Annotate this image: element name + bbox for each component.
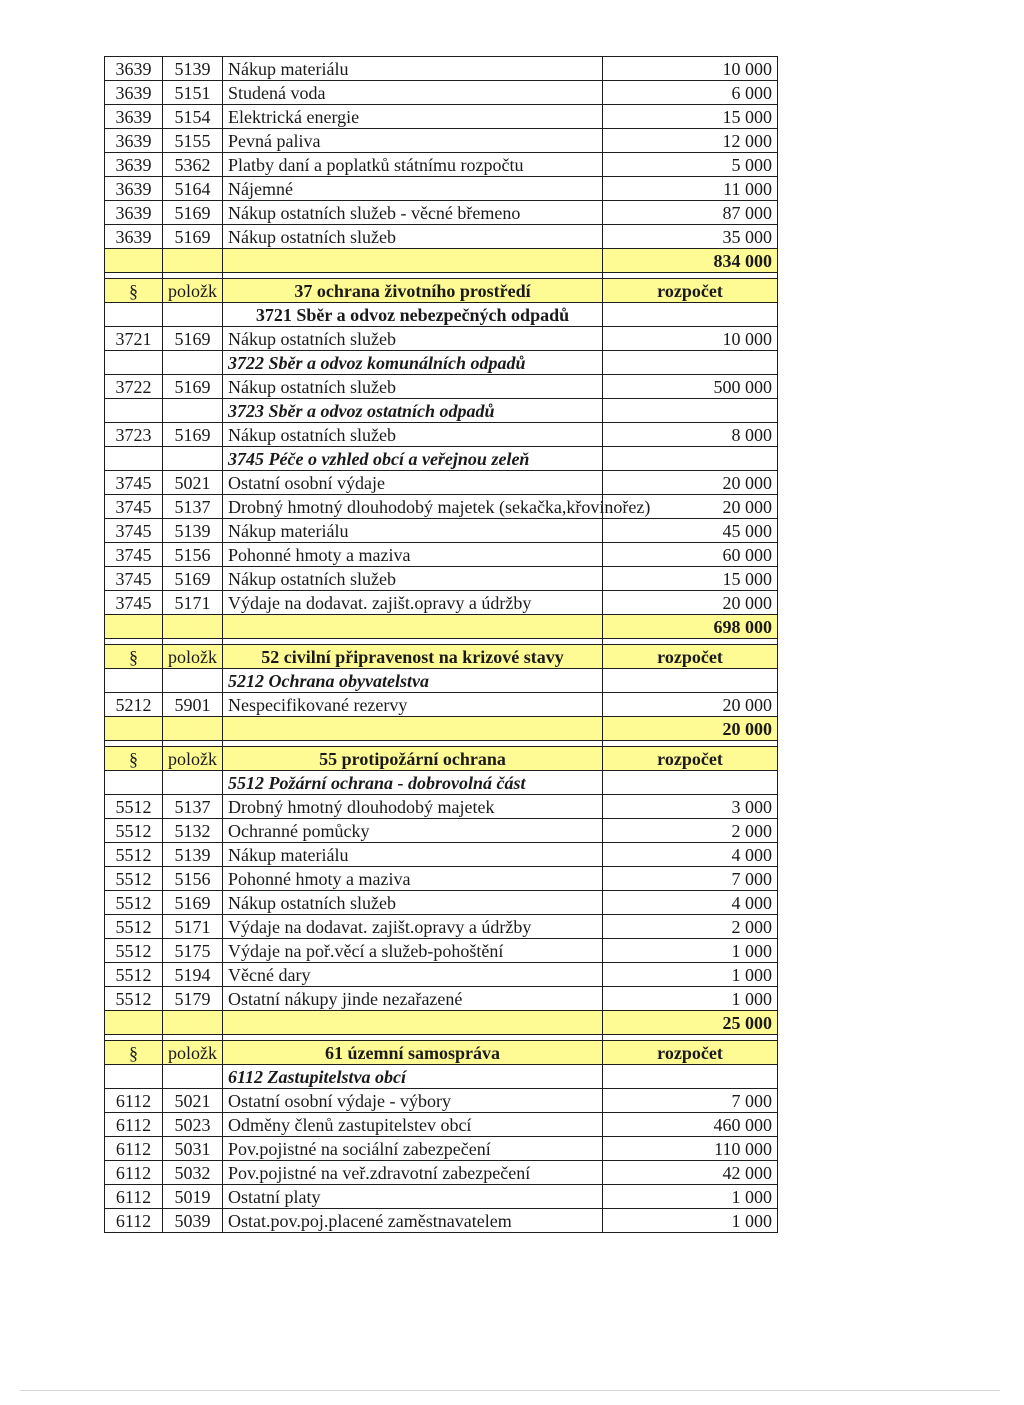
item-code: 5023	[163, 1113, 223, 1137]
section-code: 3745	[105, 543, 163, 567]
empty-cell	[163, 351, 223, 375]
empty-cell	[105, 447, 163, 471]
item-code: 5139	[163, 519, 223, 543]
table-row	[105, 915, 778, 939]
budget-table-body	[105, 57, 778, 1233]
table-row	[105, 1137, 778, 1161]
scan-edge-line	[20, 1390, 1000, 1391]
empty-cell	[603, 669, 778, 693]
section-code: 5512	[105, 891, 163, 915]
section-code: 3745	[105, 495, 163, 519]
section-code: 3745	[105, 591, 163, 615]
subsection-title-row	[105, 771, 778, 795]
item-description: Odměny členů zastupitelstev obcí	[223, 1113, 603, 1137]
item-column-label: položk	[163, 279, 223, 303]
section-code: 3639	[105, 81, 163, 105]
item-amount: 4 000	[603, 891, 778, 915]
item-code: 5169	[163, 375, 223, 399]
section-code: 5512	[105, 843, 163, 867]
empty-cell	[163, 249, 223, 273]
section-code: 5512	[105, 795, 163, 819]
section-code: 5512	[105, 819, 163, 843]
item-description: Nákup materiálu	[223, 57, 603, 81]
item-description: Pevná paliva	[223, 129, 603, 153]
empty-cell	[603, 771, 778, 795]
section-code: 3639	[105, 225, 163, 249]
item-description: Nájemné	[223, 177, 603, 201]
item-code: 5156	[163, 543, 223, 567]
table-row	[105, 891, 778, 915]
table-row	[105, 1161, 778, 1185]
item-code: 5132	[163, 819, 223, 843]
item-description: Pov.pojistné na sociální zabezpečení	[223, 1137, 603, 1161]
section-code: 3639	[105, 57, 163, 81]
section-code: 5512	[105, 915, 163, 939]
table-row	[105, 225, 778, 249]
item-code: 5175	[163, 939, 223, 963]
item-code: 5019	[163, 1185, 223, 1209]
item-code: 5194	[163, 963, 223, 987]
item-code: 5901	[163, 693, 223, 717]
item-amount: 110 000	[603, 1137, 778, 1161]
section-code: 6112	[105, 1113, 163, 1137]
budget-column-label: rozpočet	[603, 645, 778, 669]
empty-cell	[223, 1011, 603, 1035]
item-code: 5151	[163, 81, 223, 105]
section-code: 6112	[105, 1209, 163, 1233]
empty-cell	[163, 669, 223, 693]
empty-cell	[223, 249, 603, 273]
item-description: Nákup ostatních služeb	[223, 225, 603, 249]
item-description: Nákup ostatních služeb	[223, 375, 603, 399]
item-description: Ostatní osobní výdaje	[223, 471, 603, 495]
section-total-amount: 834 000	[603, 249, 778, 273]
section-code: 5512	[105, 939, 163, 963]
table-row	[105, 327, 778, 351]
subsection-title: 6112 Zastupitelstva obcí	[223, 1065, 603, 1089]
subsection-title-row	[105, 1065, 778, 1089]
empty-cell	[163, 447, 223, 471]
section-total-row	[105, 1011, 778, 1035]
table-row	[105, 423, 778, 447]
subsection-title: 3722 Sběr a odvoz komunálních odpadů	[223, 351, 603, 375]
item-column-label: položk	[163, 747, 223, 771]
item-code: 5137	[163, 495, 223, 519]
empty-cell	[163, 771, 223, 795]
budget-sheet	[104, 56, 777, 1233]
section-header-row	[105, 645, 778, 669]
paragraph-symbol: §	[105, 1041, 163, 1065]
section-code: 3639	[105, 201, 163, 225]
item-code: 5169	[163, 567, 223, 591]
section-title: 61 územní samospráva	[223, 1041, 603, 1065]
item-amount: 3 000	[603, 795, 778, 819]
item-code: 5169	[163, 423, 223, 447]
section-code: 6112	[105, 1089, 163, 1113]
table-row	[105, 1089, 778, 1113]
subsection-title: 5512 Požární ochrana - dobrovolná část	[223, 771, 603, 795]
subsection-title-row	[105, 447, 778, 471]
empty-cell	[105, 669, 163, 693]
section-title: 55 protipožární ochrana	[223, 747, 603, 771]
empty-cell	[105, 615, 163, 639]
table-row	[105, 963, 778, 987]
item-description: Elektrická energie	[223, 105, 603, 129]
item-description: Ostat.pov.poj.placené zaměstnavatelem	[223, 1209, 603, 1233]
table-row	[105, 129, 778, 153]
table-row	[105, 177, 778, 201]
item-description: Ostatní nákupy jinde nezařazené	[223, 987, 603, 1011]
item-amount: 11 000	[603, 177, 778, 201]
subsection-title-row	[105, 303, 778, 327]
item-code: 5169	[163, 201, 223, 225]
subsection-title-row	[105, 351, 778, 375]
item-code: 5179	[163, 987, 223, 1011]
item-amount: 5 000	[603, 153, 778, 177]
section-code: 6112	[105, 1137, 163, 1161]
section-code: 3639	[105, 129, 163, 153]
item-amount: 6 000	[603, 81, 778, 105]
item-amount: 35 000	[603, 225, 778, 249]
section-code: 3639	[105, 153, 163, 177]
empty-cell	[163, 1011, 223, 1035]
subsection-title: 3721 Sběr a odvoz nebezpečných odpadů	[223, 303, 603, 327]
item-amount: 20 000	[603, 591, 778, 615]
table-row	[105, 375, 778, 399]
item-amount: 4 000	[603, 843, 778, 867]
section-header-row	[105, 279, 778, 303]
item-code: 5031	[163, 1137, 223, 1161]
item-amount: 1 000	[603, 1209, 778, 1233]
item-amount: 60 000	[603, 543, 778, 567]
section-code: 3745	[105, 471, 163, 495]
table-row	[105, 939, 778, 963]
table-row	[105, 519, 778, 543]
item-amount: 12 000	[603, 129, 778, 153]
item-description: Nákup ostatních služeb	[223, 891, 603, 915]
item-description: Studená voda	[223, 81, 603, 105]
section-code: 3721	[105, 327, 163, 351]
empty-cell	[105, 1065, 163, 1089]
table-row	[105, 591, 778, 615]
empty-cell	[603, 303, 778, 327]
item-code: 5171	[163, 591, 223, 615]
table-row	[105, 819, 778, 843]
section-total-amount: 25 000	[603, 1011, 778, 1035]
empty-cell	[105, 717, 163, 741]
empty-cell	[105, 399, 163, 423]
item-code: 5169	[163, 891, 223, 915]
item-amount: 20 000	[603, 471, 778, 495]
section-code: 6112	[105, 1185, 163, 1209]
table-row	[105, 693, 778, 717]
empty-cell	[603, 399, 778, 423]
table-row	[105, 1185, 778, 1209]
item-description: Výdaje na dodavat. zajišt.opravy a údržby	[223, 591, 603, 615]
item-description: Ostatní osobní výdaje - výbory	[223, 1089, 603, 1113]
empty-cell	[163, 615, 223, 639]
subsection-title-row	[105, 399, 778, 423]
item-description: Nákup ostatních služeb	[223, 567, 603, 591]
item-amount: 87 000	[603, 201, 778, 225]
section-total-amount: 20 000	[603, 717, 778, 741]
item-description: Nákup materiálu	[223, 519, 603, 543]
item-description: Platby daní a poplatků státnímu rozpočtu	[223, 153, 603, 177]
section-code: 5512	[105, 987, 163, 1011]
item-code: 5362	[163, 153, 223, 177]
table-row	[105, 543, 778, 567]
item-code: 5169	[163, 327, 223, 351]
table-row	[105, 867, 778, 891]
subsection-title: 5212 Ochrana obyvatelstva	[223, 669, 603, 693]
item-amount: 7 000	[603, 1089, 778, 1113]
item-amount: 1 000	[603, 963, 778, 987]
item-description: Nákup ostatních služeb	[223, 423, 603, 447]
table-row	[105, 57, 778, 81]
table-row	[105, 795, 778, 819]
paragraph-symbol: §	[105, 747, 163, 771]
item-description: Pohonné hmoty a maziva	[223, 543, 603, 567]
paragraph-symbol: §	[105, 645, 163, 669]
item-amount: 1 000	[603, 987, 778, 1011]
section-code: 5512	[105, 867, 163, 891]
table-row	[105, 153, 778, 177]
paragraph-symbol: §	[105, 279, 163, 303]
empty-cell	[603, 351, 778, 375]
item-code: 5164	[163, 177, 223, 201]
subsection-title: 3723 Sběr a odvoz ostatních odpadů	[223, 399, 603, 423]
item-column-label: položk	[163, 645, 223, 669]
item-amount: 2 000	[603, 915, 778, 939]
empty-cell	[223, 717, 603, 741]
item-code: 5039	[163, 1209, 223, 1233]
item-amount: 1 000	[603, 939, 778, 963]
item-code: 5032	[163, 1161, 223, 1185]
item-code: 5021	[163, 471, 223, 495]
item-amount: 20 000	[603, 693, 778, 717]
item-code: 5139	[163, 57, 223, 81]
empty-cell	[163, 717, 223, 741]
empty-cell	[603, 447, 778, 471]
item-description: Věcné dary	[223, 963, 603, 987]
item-amount: 8 000	[603, 423, 778, 447]
item-code: 5169	[163, 225, 223, 249]
item-code: 5155	[163, 129, 223, 153]
item-code: 5171	[163, 915, 223, 939]
item-description: Výdaje na poř.věcí a služeb-pohoštění	[223, 939, 603, 963]
budget-table	[104, 56, 778, 1233]
item-amount: 10 000	[603, 57, 778, 81]
section-code: 3745	[105, 567, 163, 591]
item-description: Nespecifikované rezervy	[223, 693, 603, 717]
section-total-row	[105, 615, 778, 639]
subsection-title-row	[105, 669, 778, 693]
empty-cell	[105, 1011, 163, 1035]
section-total-amount: 698 000	[603, 615, 778, 639]
section-header-row	[105, 1041, 778, 1065]
empty-cell	[603, 1065, 778, 1089]
section-header-row	[105, 747, 778, 771]
section-code: 3639	[105, 177, 163, 201]
item-code: 5021	[163, 1089, 223, 1113]
table-row	[105, 105, 778, 129]
item-amount: 10 000	[603, 327, 778, 351]
subsection-title: 3745 Péče o vzhled obcí a veřejnou zeleň	[223, 447, 603, 471]
section-code: 3723	[105, 423, 163, 447]
item-amount: 15 000	[603, 105, 778, 129]
item-description: Nákup materiálu	[223, 843, 603, 867]
item-amount: 20 000	[603, 495, 778, 519]
item-amount: 1 000	[603, 1185, 778, 1209]
section-code: 5512	[105, 963, 163, 987]
section-code: 3722	[105, 375, 163, 399]
budget-column-label: rozpočet	[603, 279, 778, 303]
item-code: 5139	[163, 843, 223, 867]
item-amount: 500 000	[603, 375, 778, 399]
budget-column-label: rozpočet	[603, 1041, 778, 1065]
table-row	[105, 1209, 778, 1233]
empty-cell	[163, 303, 223, 327]
item-code: 5154	[163, 105, 223, 129]
section-total-row	[105, 717, 778, 741]
table-row	[105, 1113, 778, 1137]
empty-cell	[163, 1065, 223, 1089]
item-column-label: položk	[163, 1041, 223, 1065]
item-description: Nákup ostatních služeb - věcné břemeno	[223, 201, 603, 225]
item-amount: 460 000	[603, 1113, 778, 1137]
item-description: Ochranné pomůcky	[223, 819, 603, 843]
section-code: 3745	[105, 519, 163, 543]
item-description: Drobný hmotný dlouhodobý majetek	[223, 795, 603, 819]
section-total-row	[105, 249, 778, 273]
empty-cell	[163, 399, 223, 423]
item-amount: 2 000	[603, 819, 778, 843]
empty-cell	[223, 615, 603, 639]
table-row	[105, 471, 778, 495]
section-code: 5212	[105, 693, 163, 717]
item-amount: 45 000	[603, 519, 778, 543]
table-row	[105, 81, 778, 105]
empty-cell	[105, 303, 163, 327]
empty-cell	[105, 351, 163, 375]
empty-cell	[105, 771, 163, 795]
budget-column-label: rozpočet	[603, 747, 778, 771]
item-description: Drobný hmotný dlouhodobý majetek (sekačka,křovinořez)	[223, 495, 603, 519]
table-row	[105, 987, 778, 1011]
item-description: Pov.pojistné na veř.zdravotní zabezpečení	[223, 1161, 603, 1185]
table-row	[105, 567, 778, 591]
section-code: 3639	[105, 105, 163, 129]
item-code: 5137	[163, 795, 223, 819]
item-description: Nákup ostatních služeb	[223, 327, 603, 351]
table-row	[105, 843, 778, 867]
table-row	[105, 495, 778, 519]
empty-cell	[105, 249, 163, 273]
section-title: 52 civilní připravenost na krizové stavy	[223, 645, 603, 669]
item-description: Výdaje na dodavat. zajišt.opravy a údržby	[223, 915, 603, 939]
item-amount: 15 000	[603, 567, 778, 591]
item-amount: 7 000	[603, 867, 778, 891]
item-amount: 42 000	[603, 1161, 778, 1185]
table-row	[105, 201, 778, 225]
item-description: Pohonné hmoty a maziva	[223, 867, 603, 891]
item-code: 5156	[163, 867, 223, 891]
section-code: 6112	[105, 1161, 163, 1185]
item-description: Ostatní platy	[223, 1185, 603, 1209]
section-title: 37 ochrana životního prostředí	[223, 279, 603, 303]
